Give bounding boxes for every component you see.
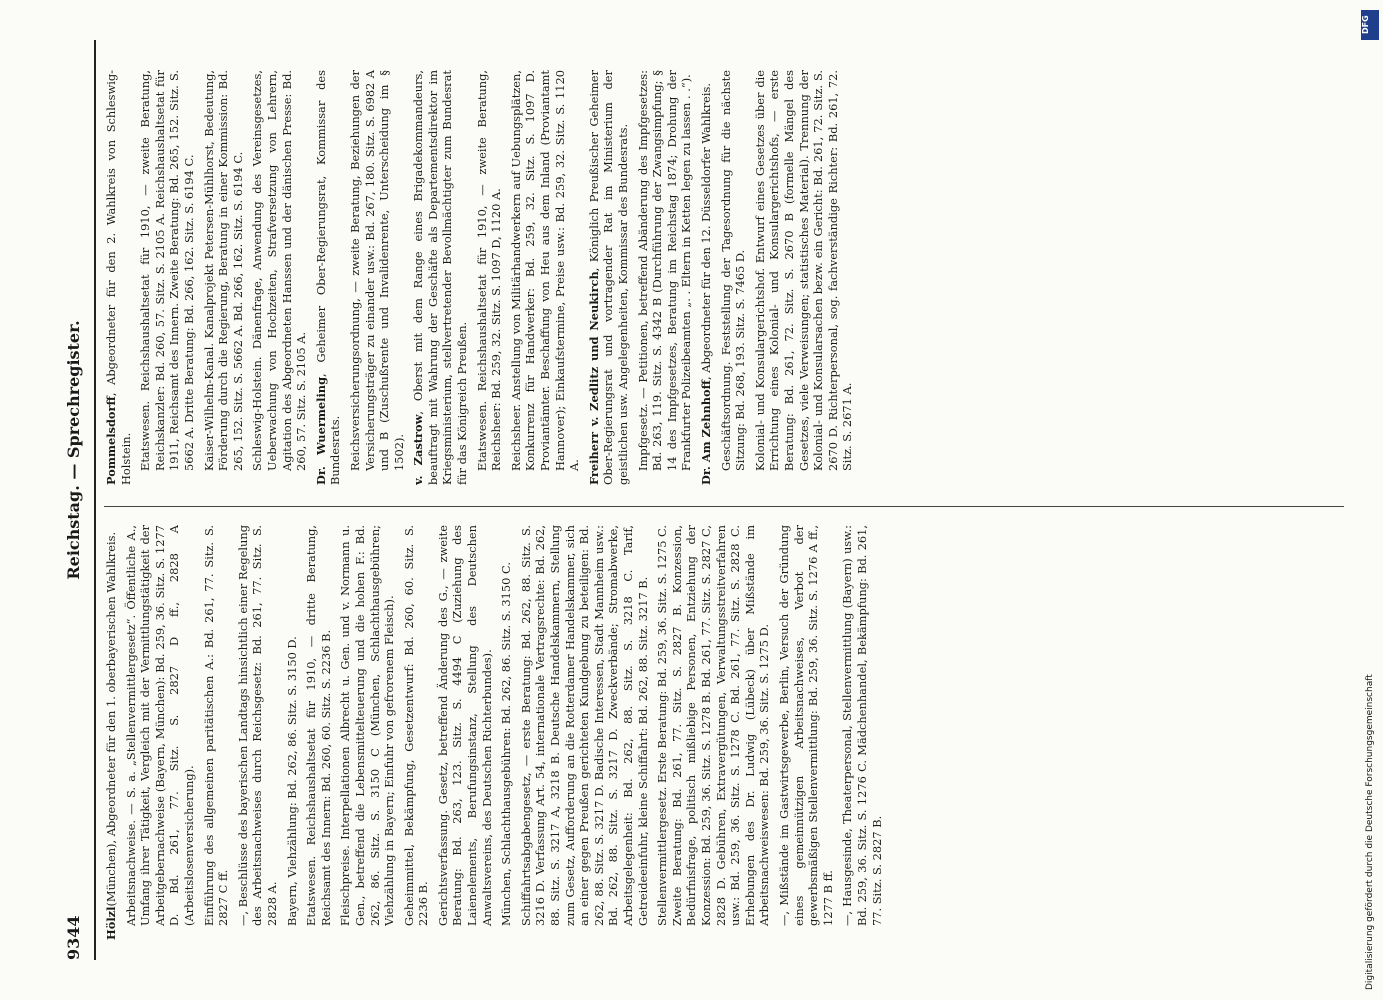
entry-text: , Geheimer Ober-Regierungsrat, Kommissar des Bundesrats.	[313, 70, 343, 485]
register-entry	[475, 70, 504, 471]
register-entry	[124, 525, 197, 926]
entry-text: Geschäftsordnung. Feststellung der Tagesordnung für die nächste Sitzung: Bd. 268, 193. Sitz. S. 7465 D.	[718, 70, 748, 471]
entry-name: Hölzl	[104, 906, 118, 940]
entry-text: Schleswig-Holstein. Dänenfrage, Anwendung des Vereinsgesetzes, Ueberwachung von Hochzeiten, Strafversetzung von Lehrern, Agitation des Abgeordneten Hanssen und der dänischen Presse: Bd. 260, 57. Sitz. S. 2105 A.	[250, 70, 309, 471]
entry-text: Reichsheer. Anstellung von Militärhandwerkern auf Uebungsplätzen, Konkurrenz für Handwerker: Bd. 259, 32. Sitz. S. 1097 D. Proviantämter. Beschaffung von Heu aus dem Inland (Proviantamt Hannover); Einkaufstermine, Preise usw.: Bd. 259, 32. Sitz. S. 1120 A.	[508, 70, 582, 471]
register-entry	[699, 70, 714, 485]
entry-text: Stellenvermittlergesetz. Erste Beratung: Bd. 259, 36. Sitz. S. 1275 C. Zweite Beratung: Bd. 261, 77. Sitz. S. 2827 B. Konzession, Bedürfnisfrage, politisch mißliebige Personen, Entziehung der Konzession: Bd. 259, 36. Sitz. S. 1278 B. Bd. 261, 77. Sitz. S. 2827 C, 2828 D. Gebühren, Extravergütungen, Verwaltungsstreitverfahren usw.: Bd. 259, 36. Sitz. S. 1278 C. Bd. 261, 77. Sitz. S. 2828 C. Erhebungen des Dr. Ludwig (Lübeck) über Mißstände im Arbeitsnachweiswesen: Bd. 259, 36. Sitz. S. 1275 D.	[655, 525, 772, 926]
entry-text: Arbeitsnachweise. — S. a. „Stellenvermittlergesetz“. Öffentliche A., Umfang ihrer Tätigkeit, Vergleich mit der Vermittlungstätigkeit der Arbeitgebernachweise (Bayern, München): Bd. 259, 36. Sitz. S. 1277 D. Bd. 261, 77. Sitz. S. 2827 D ff., 2828 A (Arbeitslosenversicherung).	[123, 525, 196, 926]
register-entry	[411, 70, 469, 485]
register-entry	[314, 70, 343, 485]
register-entry	[509, 70, 582, 471]
register-entry	[499, 525, 514, 926]
register-entry	[104, 70, 133, 485]
right-column	[104, 70, 1344, 485]
register-entry	[519, 525, 650, 926]
entry-name: Freiherr v. Zedlitz und Neukirch	[586, 271, 601, 485]
entry-name: Pommelsdorff	[104, 396, 118, 485]
register-entry	[402, 525, 431, 926]
register-entry	[753, 70, 855, 471]
entry-text: Impfgesetz. — Petitionen, betreffend Abänderung des Impfgesetzes: Bd. 263, 119. Sitz. S. 4342 B (Durchführung der Zwangsimpfung; § 14 des Impfgesetzes, Beratung im Reichstag 1874; Drohung der Frankfurter Polizeibeamten „. . Eltern in Ketten legen zu lassen . .“).	[635, 70, 694, 471]
entry-text: Etatswesen. Reichshaushaltsetat für 1910, — dritte Beratung, Reichsamt des Innern: Bd. 260, 60. Sitz. S. 2236 B.	[304, 525, 333, 926]
entry-text: Fleischpreise. Interpellationen Albrecht u. Gen. und v. Normann u. Gen., betreffend die Lebensmittelteuerung und die hohen F.: Bd. 262, 86. Sitz. S. 3150 C (München, Schlachthausgebühren; Viehzählung in Bayern; Einfuhr von gefrorenem Fleisch).	[338, 525, 397, 926]
register-entry	[285, 525, 300, 926]
entry-text: Reichsversicherungsordnung, — zweite Beratung, Beziehungen der Versicherungsträger zu einander usw.: Bd. 267, 180. Sitz. S. 6982 A und B (Zuschußrente und Invalidenrente, Unterscheidung im § 1502).	[347, 70, 406, 471]
entry-text: Bayern, Viehzählung: Bd. 262, 86. Sitz. S. 3150 D.	[284, 636, 299, 926]
dfg-logo: DFG	[1361, 10, 1379, 40]
entry-text: Gerichtsverfassung. Gesetz, betreffend Änderung des G., — zweite Beratung: Bd. 263, 123. Sitz. S. 4494 C (Zuziehung des Laienelements, Berufungsinstanz, Stellung des Deutschen Anwaltsvereins, des Deutschen Richterbundes).	[435, 525, 494, 926]
page-header	[58, 40, 92, 960]
running-title: Reichstag. — Sprechregister.	[64, 320, 83, 580]
register-entry	[587, 70, 631, 485]
register-entry	[202, 525, 231, 926]
register-entry	[436, 525, 494, 926]
register-entry	[250, 70, 308, 471]
register-entry	[636, 70, 694, 471]
digitization-credit: Digitalisierung gefördert durch die Deutsche Forschungsgemeinschaft	[1365, 674, 1375, 990]
register-entry	[338, 525, 396, 926]
register-entry	[719, 70, 748, 471]
register-entry	[202, 70, 246, 471]
register-entry	[138, 70, 196, 471]
entry-text: Kolonial- und Konsulargerichtshof. Entwurf eines Gesetzes über die Errichtung eines Kolonial- und Konsulargerichtshofs, — erste Beratung: Bd. 261, 72. Sitz. S. 2670 B (formelle Mängel des Gesetzes, viele Verweisungen; statistisches Material). Trennung der Kolonial- und Konsularsachen bezw. ein Gericht: Bd. 261, 72. Sitz. S. 2670 D. Richterpersonal, sog. fachverständige Richter: Bd. 261, 72. Sitz. S. 2671 A.	[752, 70, 855, 471]
header-rule	[94, 40, 96, 960]
entry-text: Einführung des allgemeinen paritätischen A.: Bd. 261, 77. Sitz. S. 2827 C ff.	[201, 525, 231, 926]
page-number: 9344	[64, 915, 83, 960]
entry-text: —, Hausgesinde, Theaterpersonal, Stellenvermittlung (Bayern) usw.: Bd. 259, 36. Sitz. S. 1276 C. Mädchenhandel, Bekämpfung: Bd. 261, 77. Sitz. S. 2827 B.	[840, 525, 884, 926]
entry-name: Dr. Am Zehnhoff	[698, 380, 713, 485]
entry-text: Etatswesen. Reichshaushaltsetat für 1910, — zweite Beratung, Reichsheer: Bd. 259, 32. Sitz. S. 1097 D, 1120 A.	[474, 70, 504, 471]
entry-text: Geheimmittel, Bekämpfung, Gesetzentwurf: Bd. 260, 60. Sitz. S. 2236 B.	[401, 525, 431, 926]
entry-text: , Oberst mit dem Range eines Brigadekommandeurs, beauftragt mit Wahrung der Geschäfte als Departementsdirektor im Kriegsministerium, stellvertretender Bevollmächtigter zum Bundesrat für das Königreich Preußen.	[411, 70, 470, 485]
entry-text: (München), Abgeordneter für den 1. oberbayerischen Wahlkreis.	[104, 531, 118, 907]
left-column	[104, 525, 1344, 940]
entry-name: v. Zastrow	[411, 414, 426, 485]
register-entry	[840, 525, 884, 926]
entry-text: Schiffahrtsabgabengesetz, — erste Beratung: Bd. 262, 88. Sitz. S. 3216 D. Verfassung Art. 54, internationale Vertragsrechte: Bd. 262, 88. Sitz. S. 3217 A, 3218 B. Deutsche Handelskammern, Stellung zum Gesetz, Aufforderung an die Rotterdamer Handelskammer, sich an einer gegen Preußen gerichteten Kundgebung zu beteiligen: Bd. 262, 88. Sitz. S. 3217 D. Badische Interessen, Stadt Mannheim usw.: Bd. 262, 88. Sitz. S. 3217 D. Zweckverbände; Stromabwerke, Arbeitsgelegenheit: Bd. 262, 88. Sitz. S. 3218 C. Tarif, Getreideeinfuhr, kleine Schiffahrt: Bd. 262, 88. Sitz. 3217 B.	[518, 525, 650, 926]
register-entry	[655, 525, 772, 926]
entry-text: Etatswesen. Reichshaushaltsetat für 1910, — zweite Beratung, Reichskanzler: Bd. 260, 57. Sitz. S. 2105 A. Reichshaushaltsetat für 1911, Reichsamt des Innern. Zweite Beratung: Bd. 265, 152. Sitz. S. 5662 A. Dritte Beratung: Bd. 266, 162. Sitz. S. 6194 C.	[138, 70, 196, 471]
register-entry	[104, 525, 119, 940]
entry-text: , Königlich Preußischer Geheimer Ober-Regierungsrat und vortragender Rat im Ministerium der geistlichen usw. Angelegenheiten, Kommissar des Bundesrats.	[586, 70, 630, 485]
register-entry	[236, 525, 280, 926]
column-divider	[104, 506, 1344, 507]
entry-text: München, Schlachthausgebühren: Bd. 262, 86. Sitz. S. 3150 C.	[499, 562, 514, 926]
entry-text: , Abgeordneter für den 12. Düsseldorfer Wahlkreis.	[698, 82, 713, 381]
entry-name: Dr. Wuermeling	[313, 376, 328, 485]
entry-text: —, Beschlüsse des bayerischen Landtags hinsichtlich einer Regelung des Arbeitsnachweises durch Reichsgesetz: Bd. 261, 77. Sitz. S. 2828 A.	[235, 525, 279, 926]
register-entry	[777, 525, 835, 926]
register-entry	[348, 70, 406, 471]
entry-text: , Abgeordneter für den 2. Wahlkreis von Schleswig-Holstein.	[104, 70, 133, 485]
entry-text: Kaiser-Wilhelm-Kanal. Kanalprojekt Petersen-Mühlhorst, Bedeutung, Förderung durch die Regierung, Beratung in einer Kommission: Bd. 265, 152. Sitz. S. 5662 A. Bd. 266, 162. Sitz. S. 6194 C.	[201, 70, 245, 471]
entry-text: —, Mißstände im Gastwirtsgewerbe, Berlin, Versuch der Gründung eines gemeinnützigen Arbeitsnachweises, Verbot der gewerbsmäßigen Stellenvermittlung: Bd. 259, 36. Sitz. S. 1276 A ff., 1277 B ff.	[776, 525, 835, 926]
register-entry	[304, 525, 333, 926]
